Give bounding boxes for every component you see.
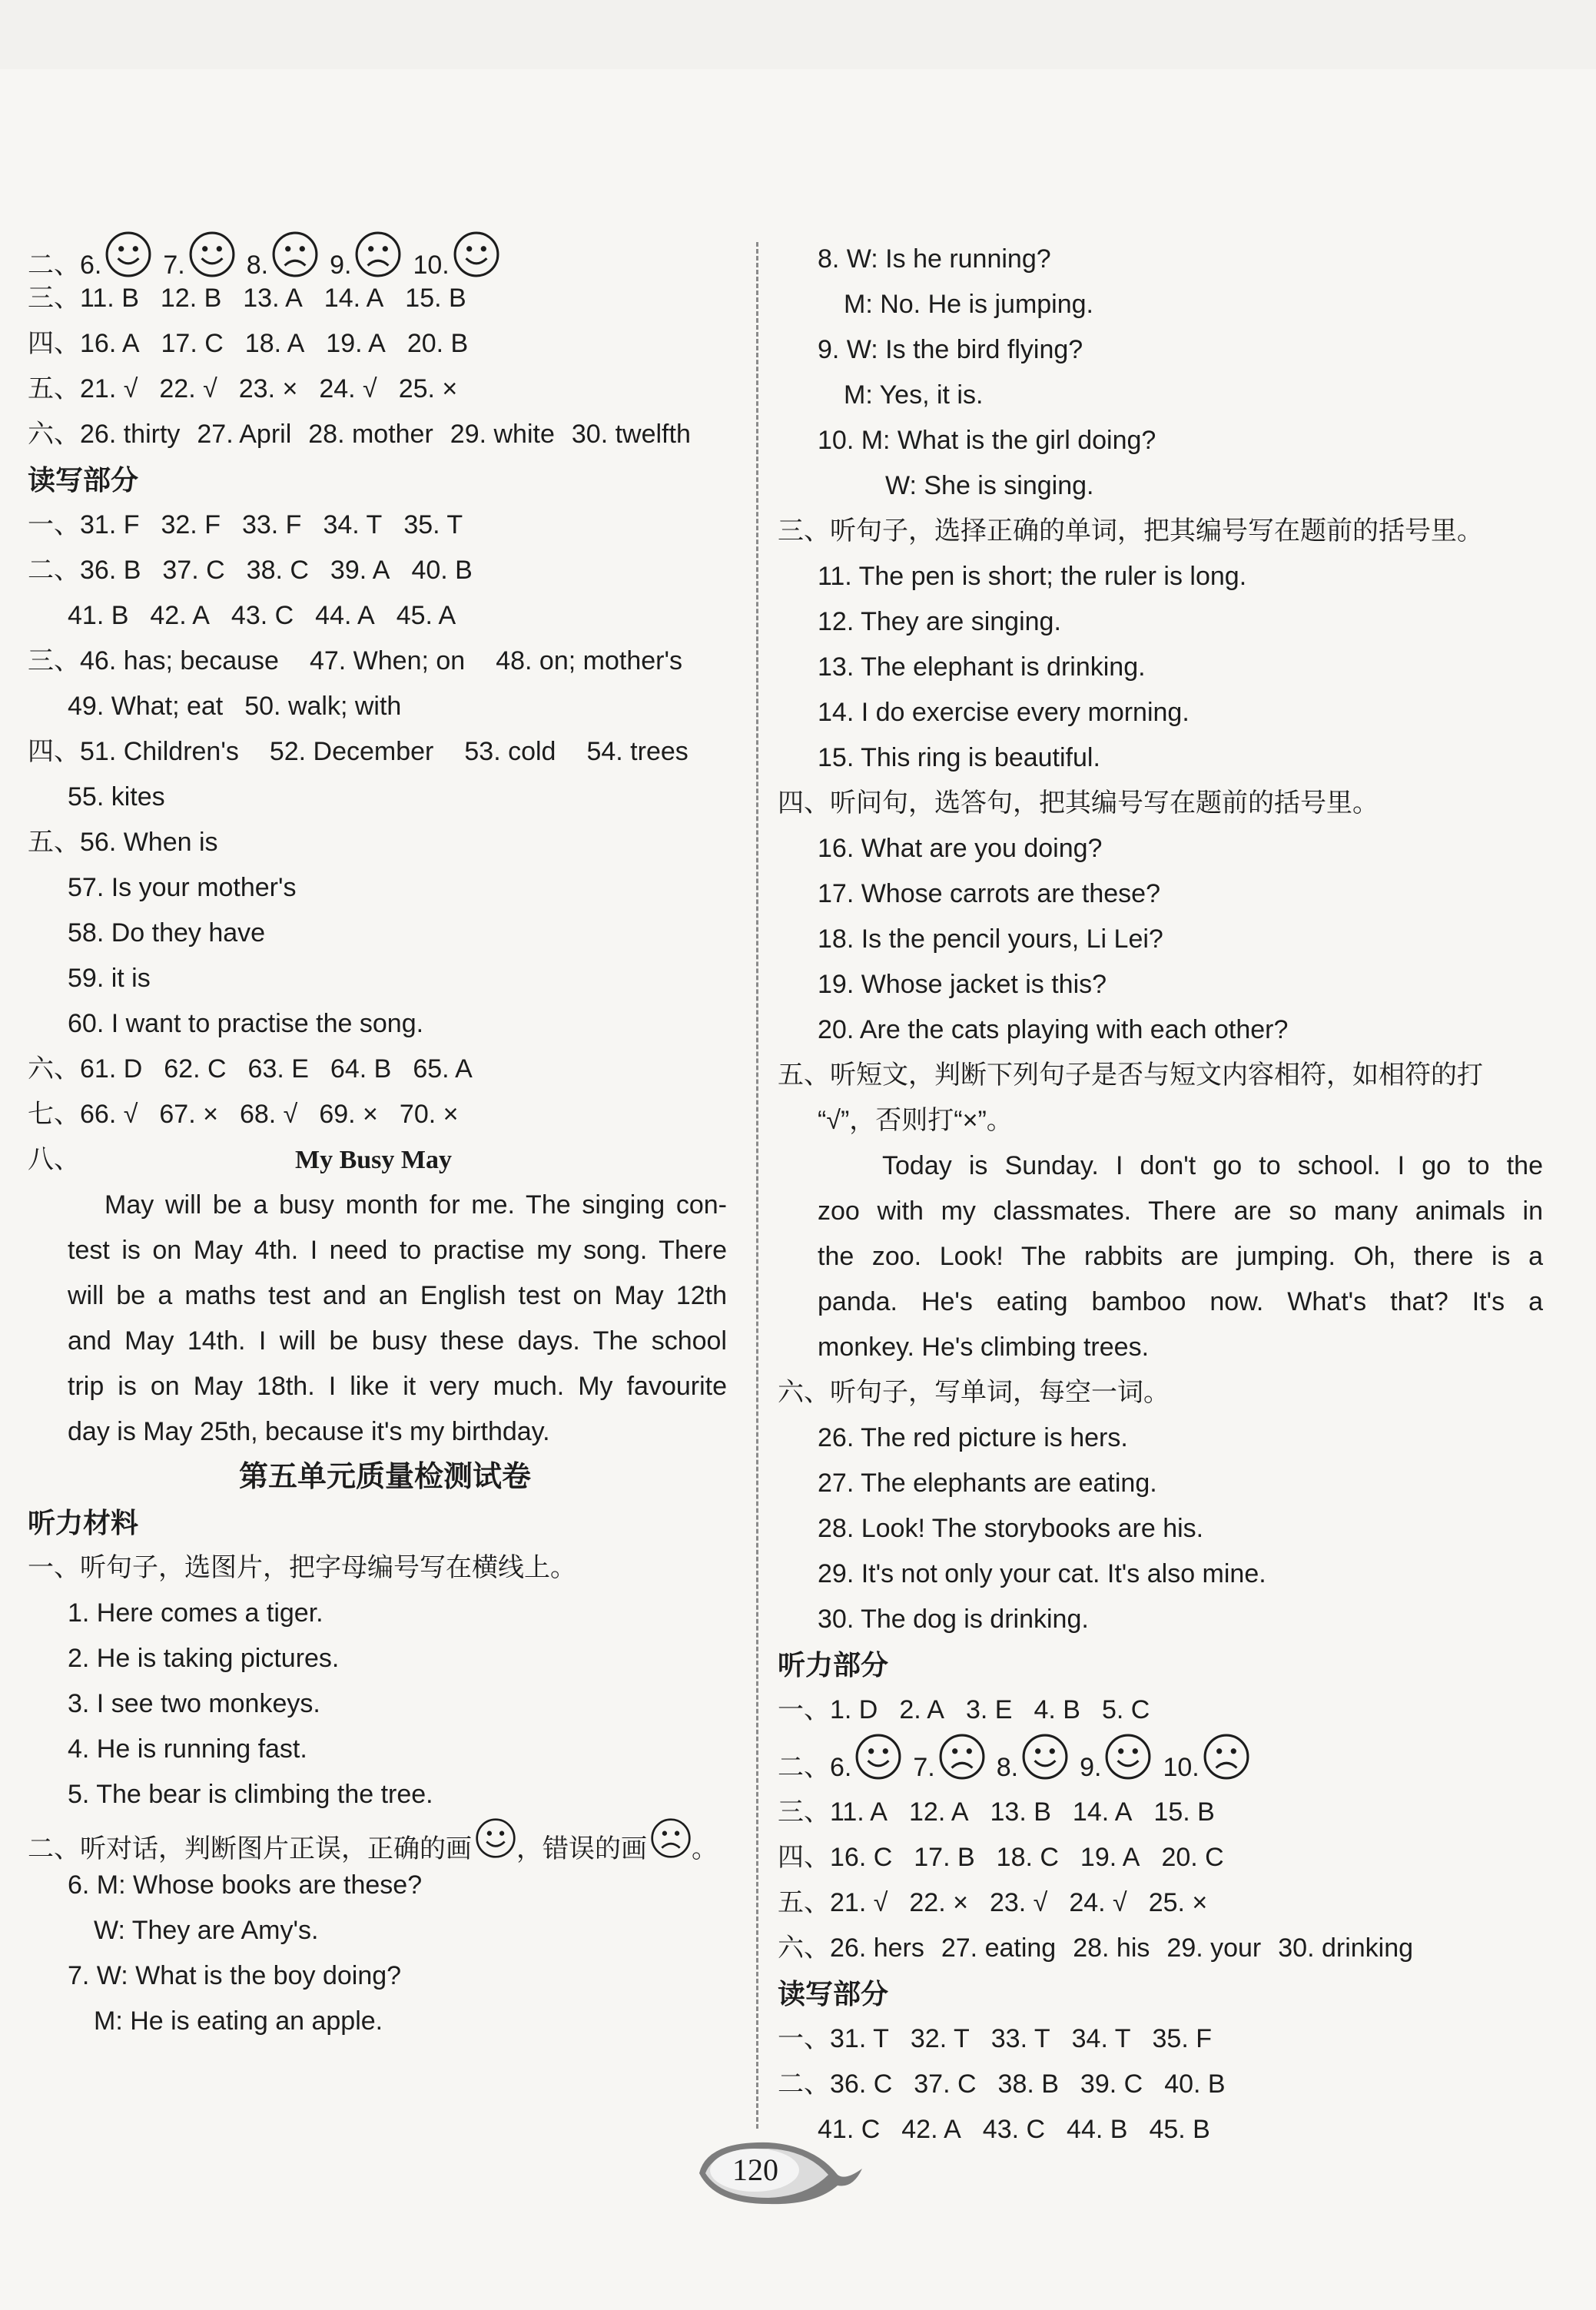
answer-item: 50. walk; with xyxy=(244,692,402,721)
column-divider xyxy=(756,242,758,2129)
answer-item: 41. C xyxy=(818,2115,881,2144)
answer-item: 24. √ xyxy=(1069,1888,1127,1917)
listening-part-heading: 听力部分 xyxy=(778,1649,889,1681)
answer-item: 31. F xyxy=(80,510,140,539)
face-answer-number: 8. xyxy=(246,251,269,280)
section-lead: 一、 xyxy=(778,2024,830,2053)
answer-row xyxy=(778,2016,1577,2062)
frown-icon xyxy=(271,231,319,278)
answer-row xyxy=(28,639,742,684)
answer-row xyxy=(28,548,742,593)
answer-item: 27. eating xyxy=(941,1933,1057,1963)
answer-item: 45. A xyxy=(396,601,456,630)
answer-item: 25. × xyxy=(1148,1888,1208,1917)
section-lead: 八、 xyxy=(28,1145,80,1174)
listening-line: 26. The red picture is hers. xyxy=(818,1423,1128,1452)
left-faces-row xyxy=(28,231,742,280)
listening-line: 20. Are the cats playing with each other? xyxy=(818,1015,1289,1044)
face-answer-number: 7. xyxy=(163,251,185,280)
face-answer-number: 7. xyxy=(913,1753,935,1782)
answer-item: 38. C xyxy=(246,556,309,585)
answer-item: 28. mother xyxy=(308,420,433,449)
section-lead: 四、 xyxy=(778,1843,830,1872)
answer-item: 23. × xyxy=(238,374,298,403)
q4-instruction: 四、听问句，选答句，把其编号写在题前的括号里。 xyxy=(778,788,1379,818)
answer-item: 4. B xyxy=(1034,1695,1080,1724)
right-faces-row xyxy=(778,1733,1577,1790)
answer-row xyxy=(28,321,742,367)
answer-item: 61. D xyxy=(80,1054,143,1084)
answer-text: 58. Do they have xyxy=(68,918,266,948)
answer-item: 13. A xyxy=(243,284,303,313)
answer-item: 1. D xyxy=(830,1695,878,1724)
q2-instruction-part3: 。 xyxy=(692,1834,718,1864)
q4-lines xyxy=(778,826,1577,1053)
dialogue-line: M: No. He is jumping. xyxy=(844,290,1093,319)
section-lead: 六、 xyxy=(28,420,80,449)
dialogue-line: 8. W: Is he running? xyxy=(818,244,1051,274)
page-top-shade xyxy=(0,0,1596,69)
q2-instruction xyxy=(28,1817,742,1863)
listening-line: 2. He is taking pictures. xyxy=(68,1644,340,1673)
answer-item: 42. A xyxy=(150,601,210,630)
listening-line: 29. It's not only your cat. It's also mine. xyxy=(818,1559,1266,1588)
passage-line: panda. He's eating bamboo now. What's that? It's a xyxy=(818,1287,1543,1316)
answer-item: 26. hers xyxy=(830,1933,924,1963)
face-answer xyxy=(997,1733,1069,1796)
smile-icon xyxy=(105,231,152,278)
passage-line: zoo with my classmates. There are so many animals in xyxy=(818,1196,1543,1226)
section-lead: 五、 xyxy=(28,828,80,857)
q5-instruction-b: “√”，否则打“×”。 xyxy=(818,1106,1013,1135)
smile-icon xyxy=(188,231,236,278)
answer-item: 21. √ xyxy=(80,374,138,403)
answer-item: 11. B xyxy=(80,284,139,313)
answer-item: 43. C xyxy=(982,2115,1046,2144)
answer-block-56-60 xyxy=(28,820,742,1047)
listening-line: 14. I do exercise every morning. xyxy=(818,698,1190,727)
answer-item: 5. C xyxy=(1101,1695,1150,1724)
answer-item: 12. B xyxy=(160,284,222,313)
answer-item: 35. F xyxy=(1152,2024,1212,2053)
answer-item: 34. T xyxy=(1071,2024,1131,2053)
face-answer-number: 10. xyxy=(413,251,450,280)
answer-item: 39. C xyxy=(1080,2069,1143,2099)
q3-instruction: 三、听句子，选择正确的单词，把其编号写在题前的括号里。 xyxy=(778,516,1483,546)
face-answer-number: 9. xyxy=(1080,1753,1102,1782)
answer-item: 30. drinking xyxy=(1278,1933,1414,1963)
answer-item: 36. B xyxy=(80,556,141,585)
answer-item: 13. B xyxy=(990,1797,1051,1827)
dialogue-line: 10. M: What is the girl doing? xyxy=(818,426,1156,455)
section-lead: 二、 xyxy=(778,2069,830,2099)
answer-item: 16. C xyxy=(830,1843,893,1872)
answer-item: 17. C xyxy=(161,329,224,358)
reading-writing-heading: 读写部分 xyxy=(28,464,139,496)
page-number: 120 xyxy=(732,2152,778,2187)
answer-item: 35. T xyxy=(403,510,463,539)
answer-item: 37. C xyxy=(914,2069,977,2099)
answer-item: 29. white xyxy=(450,420,555,449)
listening-line: 16. What are you doing? xyxy=(818,834,1103,863)
passage-line: monkey. He's climbing trees. xyxy=(818,1333,1150,1362)
answer-item: 49. What; eat xyxy=(68,692,224,721)
q5-passage xyxy=(778,1143,1577,1370)
answer-item: 21. √ xyxy=(830,1888,888,1917)
left-column xyxy=(28,231,742,2044)
answer-item: 27. April xyxy=(197,420,292,449)
answer-item: 44. B xyxy=(1067,2115,1128,2144)
answer-row xyxy=(778,2062,1577,2107)
listening-line: 28. Look! The storybooks are his. xyxy=(818,1514,1204,1543)
answer-item: 55. kites xyxy=(68,782,165,811)
answer-row xyxy=(778,1835,1577,1880)
answer-row xyxy=(28,276,742,321)
unit-title: 第五单元质量检测试卷 xyxy=(238,1461,531,1493)
passage-line: Today is Sunday. I don't go to school. I go to the xyxy=(882,1151,1543,1180)
answer-line xyxy=(28,911,742,956)
face-answer-number: 8. xyxy=(996,1753,1019,1782)
answer-item: 14. A xyxy=(1072,1797,1133,1827)
answer-item: 32. T xyxy=(910,2024,970,2053)
face-answer-number: 10. xyxy=(1163,1753,1199,1782)
answer-item: 62. C xyxy=(164,1054,227,1084)
listening-line: 1. Here comes a tiger. xyxy=(68,1598,324,1628)
answer-item: 54. trees xyxy=(586,737,689,766)
dialogue-line: W: She is singing. xyxy=(885,471,1094,500)
answer-item: 52. December xyxy=(269,737,434,766)
answer-item: 23. √ xyxy=(989,1888,1048,1917)
answer-item: 43. C xyxy=(231,601,294,630)
section-lead: 七、 xyxy=(28,1100,80,1129)
section-lead: 二、6. xyxy=(28,251,102,280)
answer-item: 64. B xyxy=(330,1054,392,1084)
answer-row xyxy=(28,1092,742,1137)
essay-line: test is on May 4th. I need to practise my song. There xyxy=(68,1236,727,1265)
answer-text: 60. I want to practise the song. xyxy=(68,1009,424,1038)
q3-lines xyxy=(778,554,1577,781)
face-answer-number: 9. xyxy=(330,251,352,280)
answer-item: 51. Children's xyxy=(80,737,239,766)
q2-lines xyxy=(28,1863,742,2044)
listening-material-heading: 听力材料 xyxy=(28,1507,139,1538)
answer-item: 2. A xyxy=(899,1695,944,1724)
answer-row xyxy=(28,684,742,729)
answer-item: 44. A xyxy=(315,601,375,630)
answer-row xyxy=(28,1047,742,1092)
answer-text: 57. Is your mother's xyxy=(68,873,297,902)
essay-line: May will be a busy month for me. The singing con- xyxy=(105,1190,727,1220)
answer-item: 47. When; on xyxy=(309,646,466,675)
answer-text: 59. it is xyxy=(68,964,151,993)
answer-item: 18. A xyxy=(244,329,305,358)
answer-row xyxy=(778,1688,1577,1733)
dialogue-line: M: Yes, it is. xyxy=(844,380,984,410)
answer-item: 63. E xyxy=(247,1054,309,1084)
answer-item: 29. your xyxy=(1166,1933,1262,1963)
answer-item: 12. A xyxy=(909,1797,969,1827)
face-answer xyxy=(851,1733,902,1796)
answer-item: 34. T xyxy=(323,510,383,539)
face-answer xyxy=(1080,1733,1152,1796)
section-lead: 二、 xyxy=(28,556,80,585)
face-answer xyxy=(913,1733,985,1796)
listening-line: 17. Whose carrots are these? xyxy=(818,879,1161,908)
section-lead: 一、 xyxy=(28,510,80,539)
answer-item: 15. B xyxy=(1153,1797,1215,1827)
section-lead: 五、 xyxy=(778,1888,830,1917)
section-lead: 三、 xyxy=(28,646,80,675)
listening-line: 30. The dog is drinking. xyxy=(818,1605,1089,1634)
answer-item: 19. A xyxy=(326,329,386,358)
answer-row xyxy=(778,1880,1577,1926)
q5-instruction-a: 五、听短文，判断下列句子是否与短文内容相符，如相符的打 xyxy=(778,1060,1483,1090)
section-lead: 六、 xyxy=(778,1933,830,1963)
dialogue-line: 6. M: Whose books are these? xyxy=(68,1870,423,1900)
answer-item: 48. on; mother's xyxy=(496,646,682,675)
answer-row xyxy=(28,367,742,412)
right-column xyxy=(778,237,1577,2152)
smile-icon xyxy=(475,1817,516,1859)
section-lead: 四、 xyxy=(28,737,80,766)
answer-item: 16. A xyxy=(80,329,140,358)
answer-item: 32. F xyxy=(161,510,221,539)
answer-item: 66. √ xyxy=(80,1100,138,1129)
answer-item: 37. C xyxy=(162,556,225,585)
answer-row xyxy=(778,1926,1577,1971)
answer-line xyxy=(28,820,742,865)
answer-row xyxy=(778,1790,1577,1835)
answer-item: 17. B xyxy=(914,1843,975,1872)
answer-item: 22. × xyxy=(909,1888,968,1917)
answer-item: 20. B xyxy=(406,329,469,358)
section-lead: 四、 xyxy=(28,329,80,358)
section-lead: 三、 xyxy=(778,1797,830,1827)
frown-icon xyxy=(354,231,402,278)
section-lead: 五、 xyxy=(28,374,80,403)
answer-item: 30. twelfth xyxy=(571,420,691,449)
answer-line xyxy=(28,865,742,911)
answer-item: 33. T xyxy=(990,2024,1050,2053)
answer-item: 45. B xyxy=(1149,2115,1210,2144)
answer-row xyxy=(28,503,742,548)
smile-icon xyxy=(1021,1733,1069,1781)
answer-item: 46. has; because xyxy=(80,646,279,675)
q2-instruction-part1: 二、听对话，判断图片正误，正确的画 xyxy=(28,1834,472,1864)
answer-item: 28. his xyxy=(1073,1933,1150,1963)
face-answer xyxy=(1163,1733,1249,1796)
listening-line: 5. The bear is climbing the tree. xyxy=(68,1780,433,1809)
answer-row xyxy=(28,775,742,820)
answer-item: 14. A xyxy=(324,284,384,313)
frown-icon xyxy=(650,1817,692,1859)
q1-instruction: 一、听句子，选图片，把字母编号写在横线上。 xyxy=(28,1553,576,1582)
answer-item: 38. B xyxy=(997,2069,1059,2099)
answer-item: 68. √ xyxy=(239,1100,298,1129)
answer-line xyxy=(28,956,742,1001)
q2-instruction-part2: ，错误的画 xyxy=(516,1834,647,1864)
answer-row xyxy=(28,412,742,457)
answer-item: 70. × xyxy=(399,1100,459,1129)
answer-item: 41. B xyxy=(68,601,129,630)
dialogue-line: 7. W: What is the boy doing? xyxy=(68,1961,402,1990)
answer-item: 40. B xyxy=(1164,2069,1226,2099)
answer-item: 11. A xyxy=(830,1797,888,1827)
answer-item: 18. C xyxy=(996,1843,1059,1872)
answer-item: 65. A xyxy=(413,1054,473,1084)
answer-item: 40. B xyxy=(411,556,473,585)
answer-item: 3. E xyxy=(965,1695,1013,1724)
section-lead: 二、6. xyxy=(778,1753,852,1782)
answer-item: 42. A xyxy=(901,2115,961,2144)
q1-lines xyxy=(28,1591,742,1817)
listening-line: 12. They are singing. xyxy=(818,607,1061,636)
essay-line: and May 14th. I will be busy these days. The school xyxy=(68,1326,727,1356)
listening-line: 13. The elephant is drinking. xyxy=(818,652,1146,682)
q2-continued-lines xyxy=(778,237,1577,509)
reading-part-heading: 读写部分 xyxy=(778,1978,889,2010)
page-number-badge xyxy=(684,2135,868,2209)
listening-line: 3. I see two monkeys. xyxy=(68,1689,320,1718)
answer-item: 24. √ xyxy=(319,374,377,403)
frown-icon xyxy=(1203,1733,1250,1781)
section-lead: 六、 xyxy=(28,1054,80,1084)
answer-item: 15. B xyxy=(405,284,466,313)
essay-line: day is May 25th, because it's my birthday. xyxy=(68,1417,550,1446)
answer-item: 19. A xyxy=(1080,1843,1140,1872)
essay-line: will be a maths test and an English test on May 12th xyxy=(68,1281,727,1310)
q6-instruction: 六、听句子，写单词，每空一词。 xyxy=(778,1378,1170,1407)
dialogue-line: M: He is eating an apple. xyxy=(94,2006,383,2036)
answer-row xyxy=(28,593,742,639)
listening-line: 18. Is the pencil yours, Li Lei? xyxy=(818,924,1163,954)
dialogue-line: W: They are Amy's. xyxy=(94,1916,319,1945)
answer-row xyxy=(28,729,742,775)
listening-line: 27. The elephants are eating. xyxy=(818,1469,1157,1498)
section-lead: 三、 xyxy=(28,284,80,313)
listening-line: 19. Whose jacket is this? xyxy=(818,970,1107,999)
answer-item: 31. T xyxy=(830,2024,889,2053)
smile-icon xyxy=(1104,1733,1152,1781)
q6-lines xyxy=(778,1416,1577,1642)
listening-line: 4. He is running fast. xyxy=(68,1734,307,1764)
smile-icon xyxy=(854,1733,902,1781)
answer-item: 33. F xyxy=(241,510,302,539)
essay-line: trip is on May 18th. I like it very much. My favourite xyxy=(68,1372,727,1401)
answer-item: 53. cold xyxy=(464,737,556,766)
answer-line xyxy=(28,1001,742,1047)
answer-item: 39. A xyxy=(330,556,390,585)
essay-body xyxy=(28,1183,742,1455)
answer-item: 69. × xyxy=(319,1100,378,1129)
dialogue-line: 9. W: Is the bird flying? xyxy=(818,335,1083,364)
frown-icon xyxy=(938,1733,986,1781)
answer-row xyxy=(778,2107,1577,2152)
essay-title-row xyxy=(28,1137,742,1183)
passage-line: the zoo. Look! The rabbits are jumping. Oh, there is a xyxy=(818,1242,1543,1271)
listening-line: 15. This ring is beautiful. xyxy=(818,743,1100,772)
answer-item: 26. thirty xyxy=(80,420,181,449)
answer-item: 22. √ xyxy=(159,374,217,403)
answer-item: 67. × xyxy=(159,1100,218,1129)
answer-item: 25. × xyxy=(398,374,458,403)
essay-title: My Busy May xyxy=(295,1146,452,1174)
answer-item: 36. C xyxy=(830,2069,893,2099)
smile-icon xyxy=(453,231,500,278)
answer-text: 56. When is xyxy=(80,828,218,857)
listening-line: 11. The pen is short; the ruler is long. xyxy=(818,562,1247,591)
section-lead: 一、 xyxy=(778,1695,830,1724)
answer-item: 20. C xyxy=(1161,1843,1224,1872)
